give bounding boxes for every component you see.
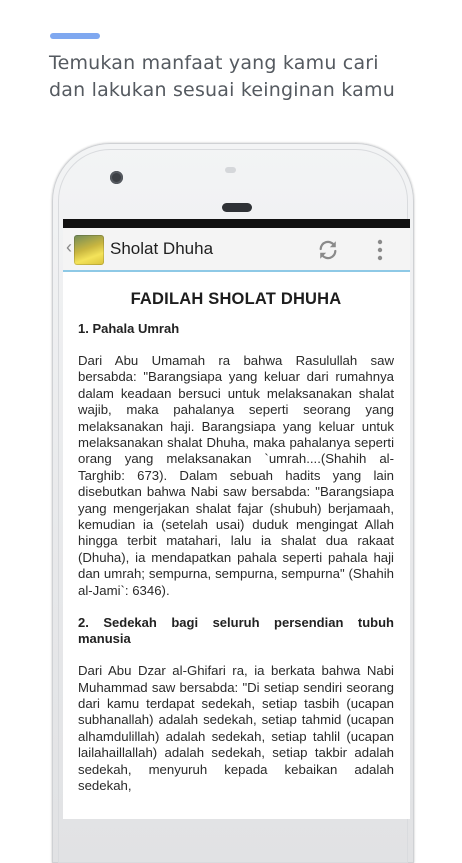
tagline-line-1: Temukan manfaat yang kamu cari — [49, 52, 379, 74]
accent-bar — [50, 33, 100, 39]
app-title: Sholat Dhuha — [110, 239, 214, 258]
section-heading: 1. Pahala Umrah — [78, 321, 180, 336]
section-body: Dari Abu Umamah ra bahwa Rasulullah saw bersabda: "Barangsiapa yang keluar dari rumahnya dalam keadaan bersuci untuk melaksanakan shalat wajib, maka pahalanya seperti seorang yang melaksanakan haji. Barangsiapa yang keluar untuk melaksanakan shalat Dhuha, maka pahalanya seperti orang yang melaksanakan `umrah....(Shahih al-Targhib: 673). Dalam sebuah hadits yang lain disebutkan bahwa Nabi saw bersabda: "Barangsiapa yang mengerjakan shalat fajar (shubuh) berjamaah, kemudian ia (setelah usai) duduk mengingat Allah hingga terbit matahari, lalu ia shalat dua rakaat (Dhuha), ia mendapatkan pahala seperti pahala haji dan umrah; sempurna, sempurna, sempurna" (Shahih al-Jami`: 6346). — [78, 353, 394, 598]
refresh-icon[interactable] — [317, 239, 339, 261]
section-body: Dari Abu Dzar al-Ghifari ra, ia berkata bahwa Nabi Muhammad saw bersabda: "Di setiap sendiri seorang dari kamu terdapat sedekah, setiap tasbih (ucapan subhanallah) adalah sedekah, setiap tahmid (ucapan alhamdulillah) adalah sedekah, setiap tahlil (ucapan lailahaillallah) adalah sedekah, setiap takbir adalah sedekah, menyuruh kepada kebaikan adalah sedekah, — [78, 663, 394, 793]
status-bar — [63, 219, 410, 228]
app-logo[interactable] — [74, 235, 104, 265]
article-title: FADILAH SHOLAT DHUHA — [130, 290, 342, 308]
article-content — [63, 290, 410, 794]
front-camera — [110, 171, 123, 184]
proximity-sensor — [225, 167, 236, 173]
tagline-line-2: dan lakukan sesuai keinginan kamu — [49, 79, 395, 101]
promo-tagline — [49, 50, 449, 104]
section-heading: 2. Sedekah bagi seluruh persendian tubuh manusia — [78, 615, 394, 647]
back-chevron-icon[interactable]: ‹ — [66, 237, 72, 257]
more-vert-icon[interactable] — [374, 239, 386, 261]
app-bar — [63, 228, 410, 272]
phone-screen — [63, 219, 410, 819]
earpiece-speaker — [222, 203, 252, 212]
